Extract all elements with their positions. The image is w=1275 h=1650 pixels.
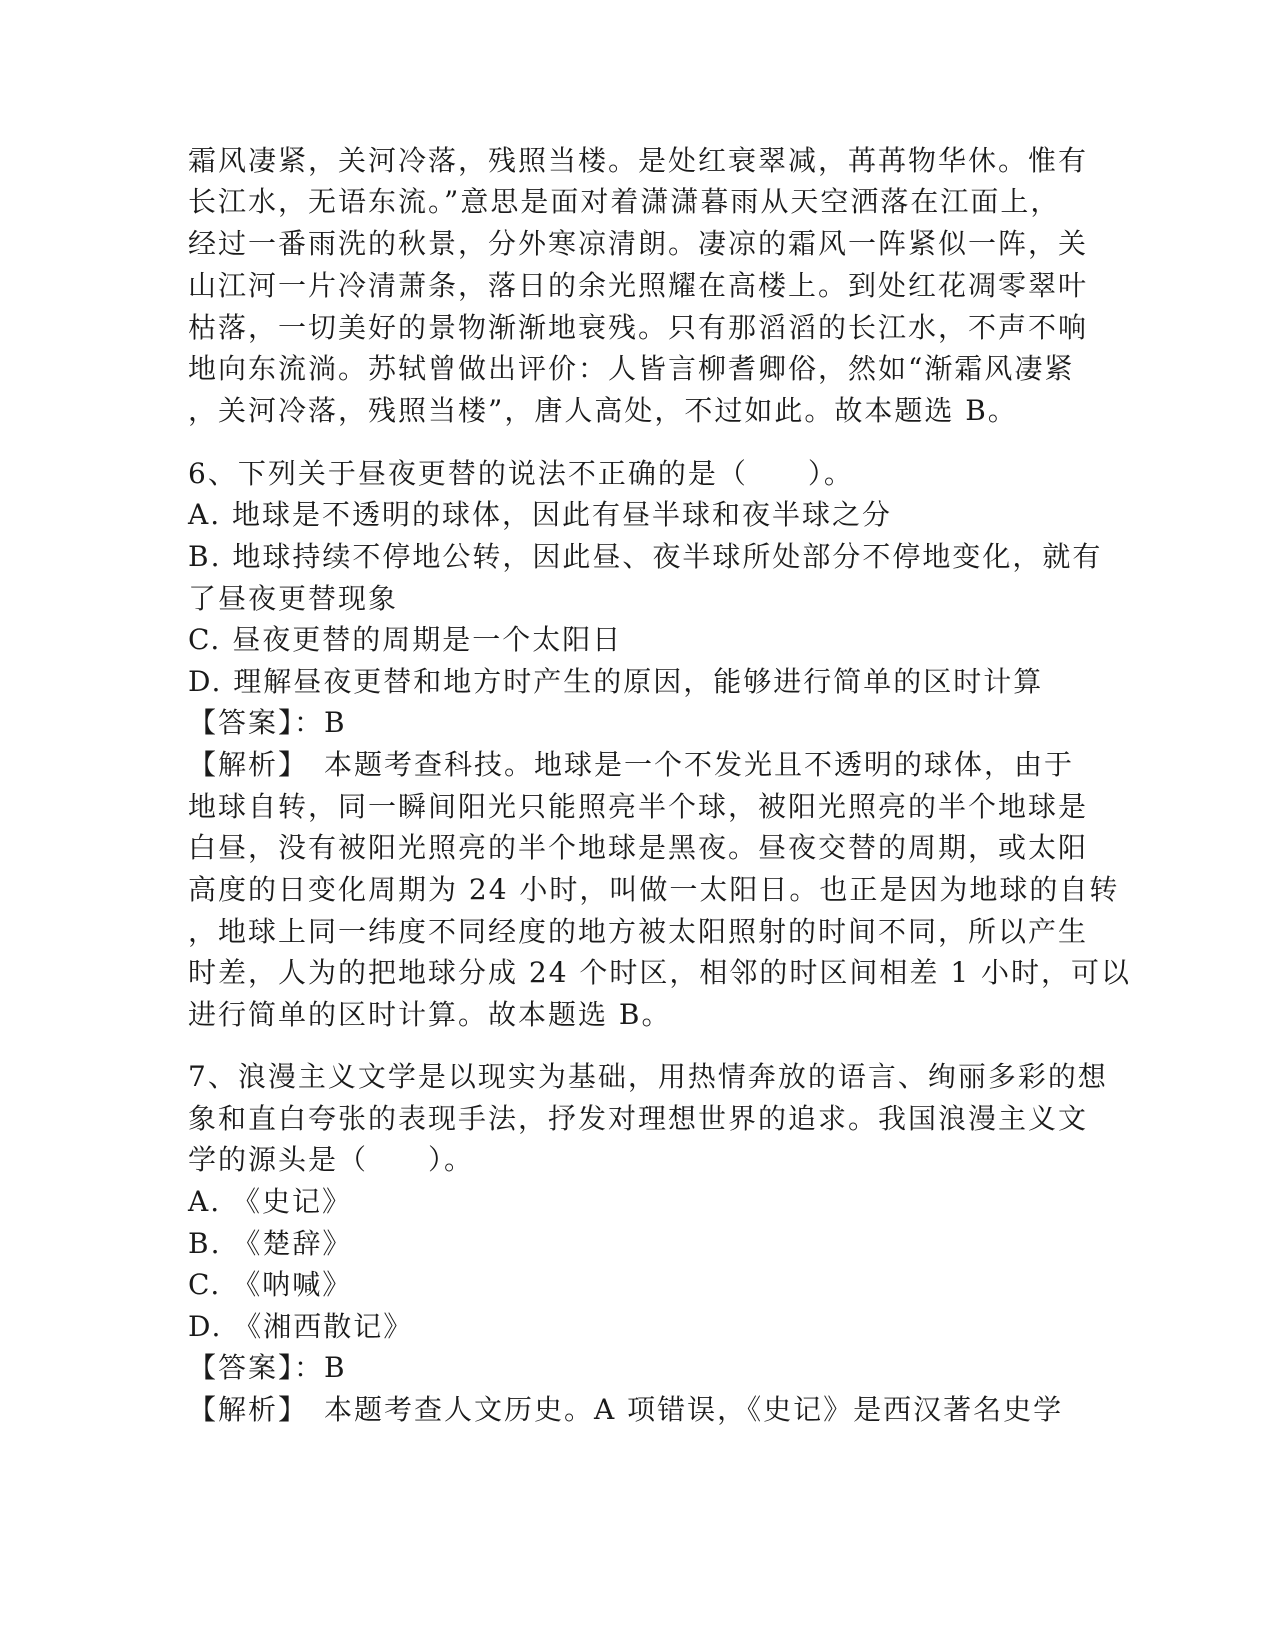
prev-analysis-line-5: 枯落，一切美好的景物渐渐地衰残。只有那滔滔的长江水，不声不响 — [188, 311, 1089, 344]
question-7-stem-line-2: 象和直白夸张的表现手法，抒发对理想世界的追求。我国浪漫主义文 — [188, 1102, 1089, 1135]
question-7-option-d: D. 《湘西散记》 — [188, 1310, 414, 1343]
question-6-analysis-line-2: 地球自转，同一瞬间阳光只能照亮半个球，被阳光照亮的半个地球是 — [188, 790, 1089, 823]
question-6-option-b-continued: 了昼夜更替现象 — [188, 582, 399, 615]
prev-analysis-line-1: 霜风凄紧，关河冷落，残照当楼。是处红衰翠减，苒苒物华休。惟有 — [188, 144, 1089, 177]
prev-analysis-line-7: ，关河冷落，残照当楼”，唐人高处，不过如此。故本题选 B。 — [188, 394, 1018, 427]
prev-analysis-line-6: 地向东流淌。苏轼曾做出评价：人皆言柳耆卿俗，然如“渐霜风凄紧 — [188, 352, 1075, 385]
question-6-option-d: D. 理解昼夜更替和地方时产生的原因，能够进行简单的区时计算 — [188, 665, 1044, 698]
prev-analysis-line-4: 山江河一片冷清萧条，落日的余光照耀在高楼上。到处红花凋零翠叶 — [188, 269, 1089, 302]
question-6-option-a: A. 地球是不透明的球体，因此有昼半球和夜半球之分 — [188, 498, 893, 531]
question-7-option-c: C. 《呐喊》 — [188, 1268, 353, 1301]
question-6-analysis-line-7: 进行简单的区时计算。故本题选 B。 — [188, 998, 672, 1031]
question-7-stem-line-1: 7、浪漫主义文学是以现实为基础，用热情奔放的语言、绚丽多彩的想 — [188, 1060, 1108, 1093]
question-6-option-c: C. 昼夜更替的周期是一个太阳日 — [188, 623, 623, 656]
question-7-analysis-line-1: 【解析】 本题考查人文历史。A 项错误，《史记》是西汉著名史学 — [188, 1393, 1064, 1426]
question-6-analysis-line-5: ，地球上同一纬度不同经度的地方被太阳照射的时间不同，所以产生 — [188, 915, 1089, 948]
question-6-analysis-line-1: 【解析】 本题考查科技。地球是一个不发光且不透明的球体，由于 — [188, 748, 1075, 781]
question-6-analysis-line-3: 白昼，没有被阳光照亮的半个地球是黑夜。昼夜交替的周期，或太阳 — [188, 831, 1089, 864]
prev-analysis-line-3: 经过一番雨洗的秋景，分外寒凉清朗。凄凉的霜风一阵紧似一阵，关 — [188, 227, 1089, 260]
question-6-stem: 6、下列关于昼夜更替的说法不正确的是（ ）。 — [188, 457, 854, 490]
question-7-answer: 【答案】：B — [188, 1351, 347, 1384]
question-6-analysis-line-4: 高度的日变化周期为 24 小时，叫做一太阳日。也正是因为地球的自转 — [188, 873, 1120, 906]
question-6-analysis-line-6: 时差，人为的把地球分成 24 个时区，相邻的时区间相差 1 小时，可以 — [188, 956, 1132, 989]
prev-analysis-line-2: 长江水，无语东流。”意思是面对着潇潇暮雨从天空洒落在江面上， — [188, 185, 1061, 218]
question-7-stem-line-3: 学的源头是（ ）。 — [188, 1143, 475, 1176]
question-6-answer: 【答案】：B — [188, 706, 347, 739]
question-6-option-b: B. 地球持续不停地公转，因此昼、夜半球所处部分不停地变化，就有 — [188, 540, 1103, 573]
question-7-option-a: A. 《史记》 — [188, 1185, 353, 1218]
question-7-option-b: B. 《楚辞》 — [188, 1227, 353, 1260]
